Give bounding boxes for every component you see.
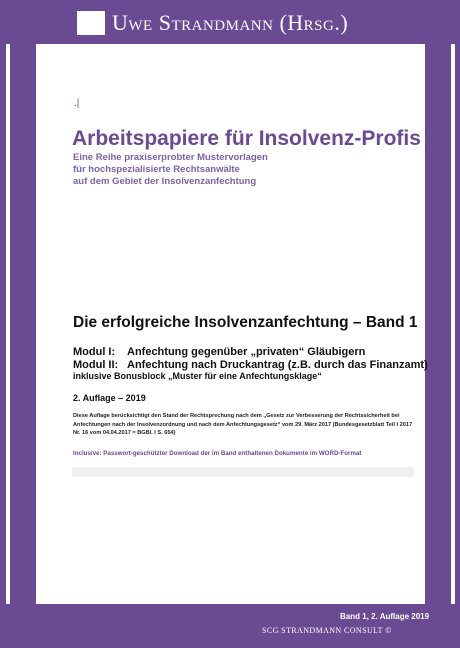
right-stripe-inner	[425, 44, 451, 604]
left-stripe-inner	[10, 44, 36, 604]
editor-name: Uwe Strandmann (Hrsg.)	[112, 10, 349, 35]
divider	[72, 467, 414, 477]
module-list	[73, 346, 428, 382]
right-stripe-outer	[455, 44, 460, 604]
module-text: Anfechtung gegenüber „privaten“ Gläubigern	[127, 346, 366, 358]
series-subtitle-line: für hochspezialisierte Rechtsanwälte	[73, 164, 240, 175]
module-item	[73, 359, 428, 372]
footer-band-info: Band 1, 2. Auflage 2019	[340, 612, 430, 621]
series-title: Arbeitspapiere für Insolvenz-Profis	[72, 127, 421, 150]
legal-note: Diese Auflage berücksichtigt den Stand der Rechtsprechung nach dem „Gesetz zur Verbesserung der Rechtssicherheit bei Anfechtungen nach der Insolvenzordnung und nach dem Anfechtungsgesetz“ vom 29. März 2017 (Bundesgesetzblatt Teil I 2017 Nr. 16 vom 04.04.2017 = BGBl. I S. 654)	[73, 413, 413, 437]
left-stripe-outer	[0, 44, 6, 604]
module-key: Modul I:	[73, 346, 116, 358]
module-item	[73, 346, 428, 359]
bonus-block: inklusive Bonusblock „Muster für eine Anfechtungsklage“	[73, 371, 322, 381]
module-text: Anfechtung nach Druckantrag (z.B. durch das Finanzamt)	[127, 358, 428, 371]
book-title: Die erfolgreiche Insolvenzanfechtung – Band 1	[73, 314, 418, 331]
logo-square	[77, 11, 105, 35]
series-subtitle	[73, 152, 268, 188]
download-note: Inclusive: Passwort-geschützter Download der im Band enthaltenen Dokumente im WORD-Format	[73, 450, 362, 457]
series-subtitle-line: Eine Reihe praxiserprobter Mustervorlagen	[73, 152, 268, 163]
footer-publisher: SCG STRANDMANN CONSULT ©	[262, 626, 392, 635]
series-mark: .|	[74, 98, 80, 109]
edition: 2. Auflage – 2019	[73, 393, 146, 403]
series-subtitle-line: auf dem Gebiet der Insolvenzanfechtung	[73, 176, 257, 187]
module-key: Modul II:	[73, 358, 119, 371]
